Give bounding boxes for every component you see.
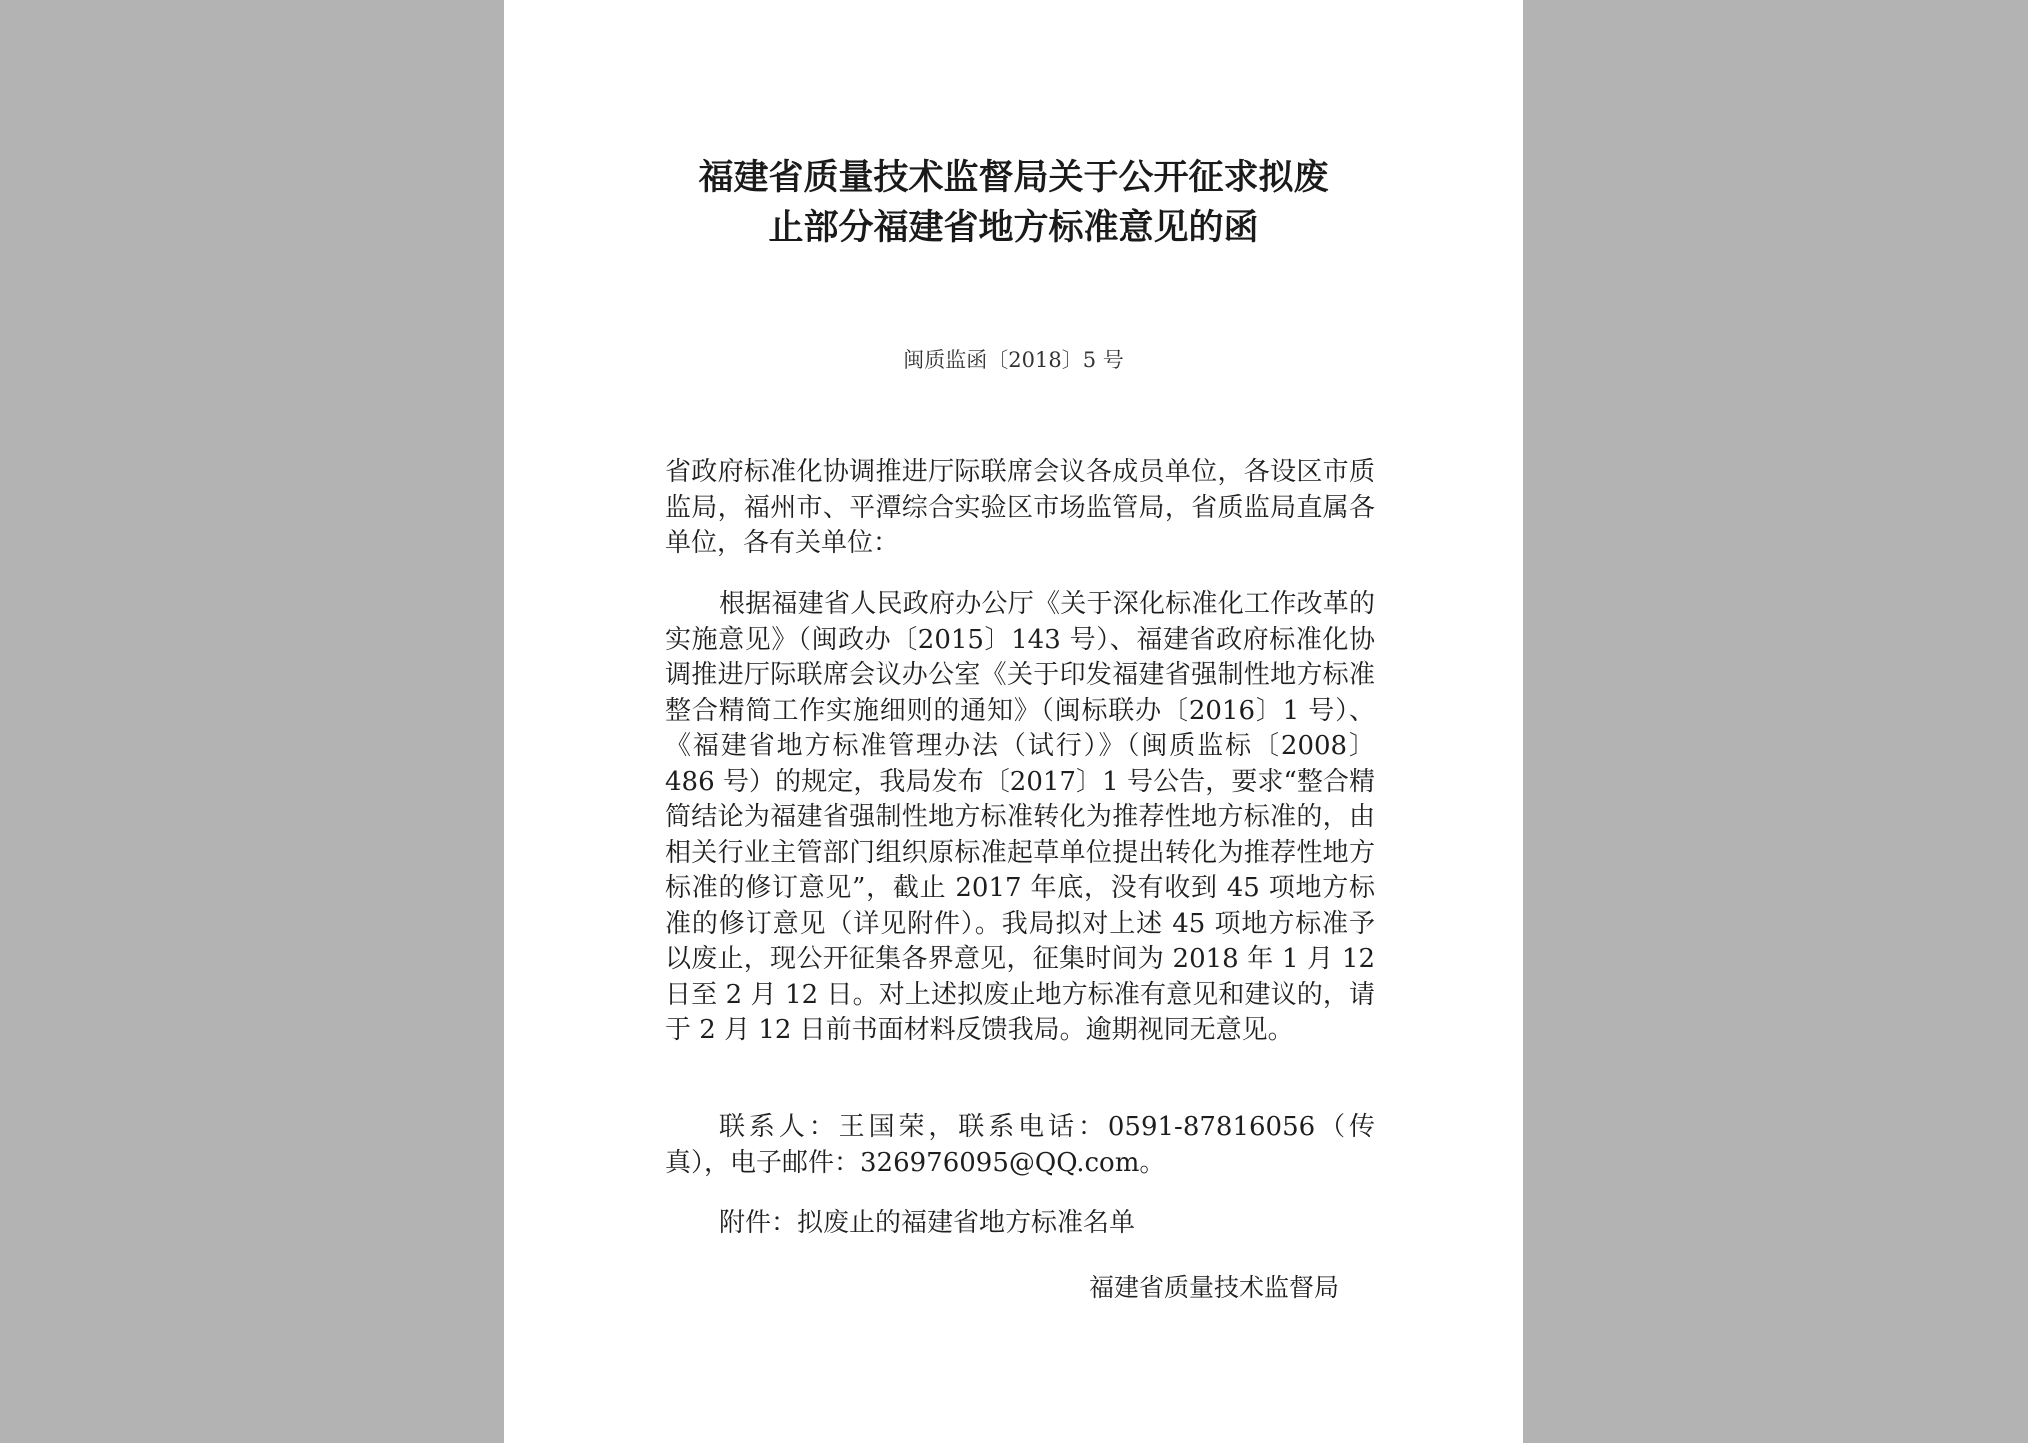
document-page — [504, 0, 1523, 1443]
body-paragraph: 根据福建省人民政府办公厅《关于深化标准化工作改革的实施意见》（闽政办〔2015〕143 号）、福建省政府标准化协调推进厅际联席会议办公室《关于印发福建省强制性地方标准整合精简工作实施细则的通知》（闽标联办〔2016〕1 号）、《福建省地方标准管理办法（试行）》（闽质监标〔2008〕486 号）的规定，我局发布〔2017〕1 号公告，要求“整合精简结论为福建省强制性地方标准转化为推荐性地方标准的，由相关行业主管部门组织原标准起草单位提出转化为推荐性地方标准的修订意见”，截止 2017 年底，没有收到 45 项地方标准的修订意见（详见附件）。我局拟对上述 45 项地方标准予以废止，现公开征集各界意见，征集时间为 2018 年 1 月 12 日至 2 月 12 日。对上述拟废止地方标准有意见和建议的，请于 2 月 12 日前书面材料反馈我局。逾期视同无意见。 — [665, 589, 1375, 1045]
document-title-line-2: 止部分福建省地方标准意见的函 — [768, 208, 1259, 248]
signature: 福建省质量技术监督局 — [1089, 1273, 1340, 1302]
contact-info: 联系人：王国荣，联系电话：0591-87816056（传真），电子邮件：326976095@QQ.com。 — [665, 1112, 1375, 1178]
document-title-line-1: 福建省质量技术监督局关于公开征求拟废 — [698, 158, 1329, 198]
addressee: 省政府标准化协调推进厅际联席会议各成员单位，各设区市质监局，福州市、平潭综合实验区市场监管局，省质监局直属各单位，各有关单位： — [665, 457, 1375, 558]
document-number: 闽质监函〔2018〕5 号 — [903, 348, 1124, 372]
attachment-note: 附件：拟废止的福建省地方标准名单 — [719, 1208, 1136, 1238]
